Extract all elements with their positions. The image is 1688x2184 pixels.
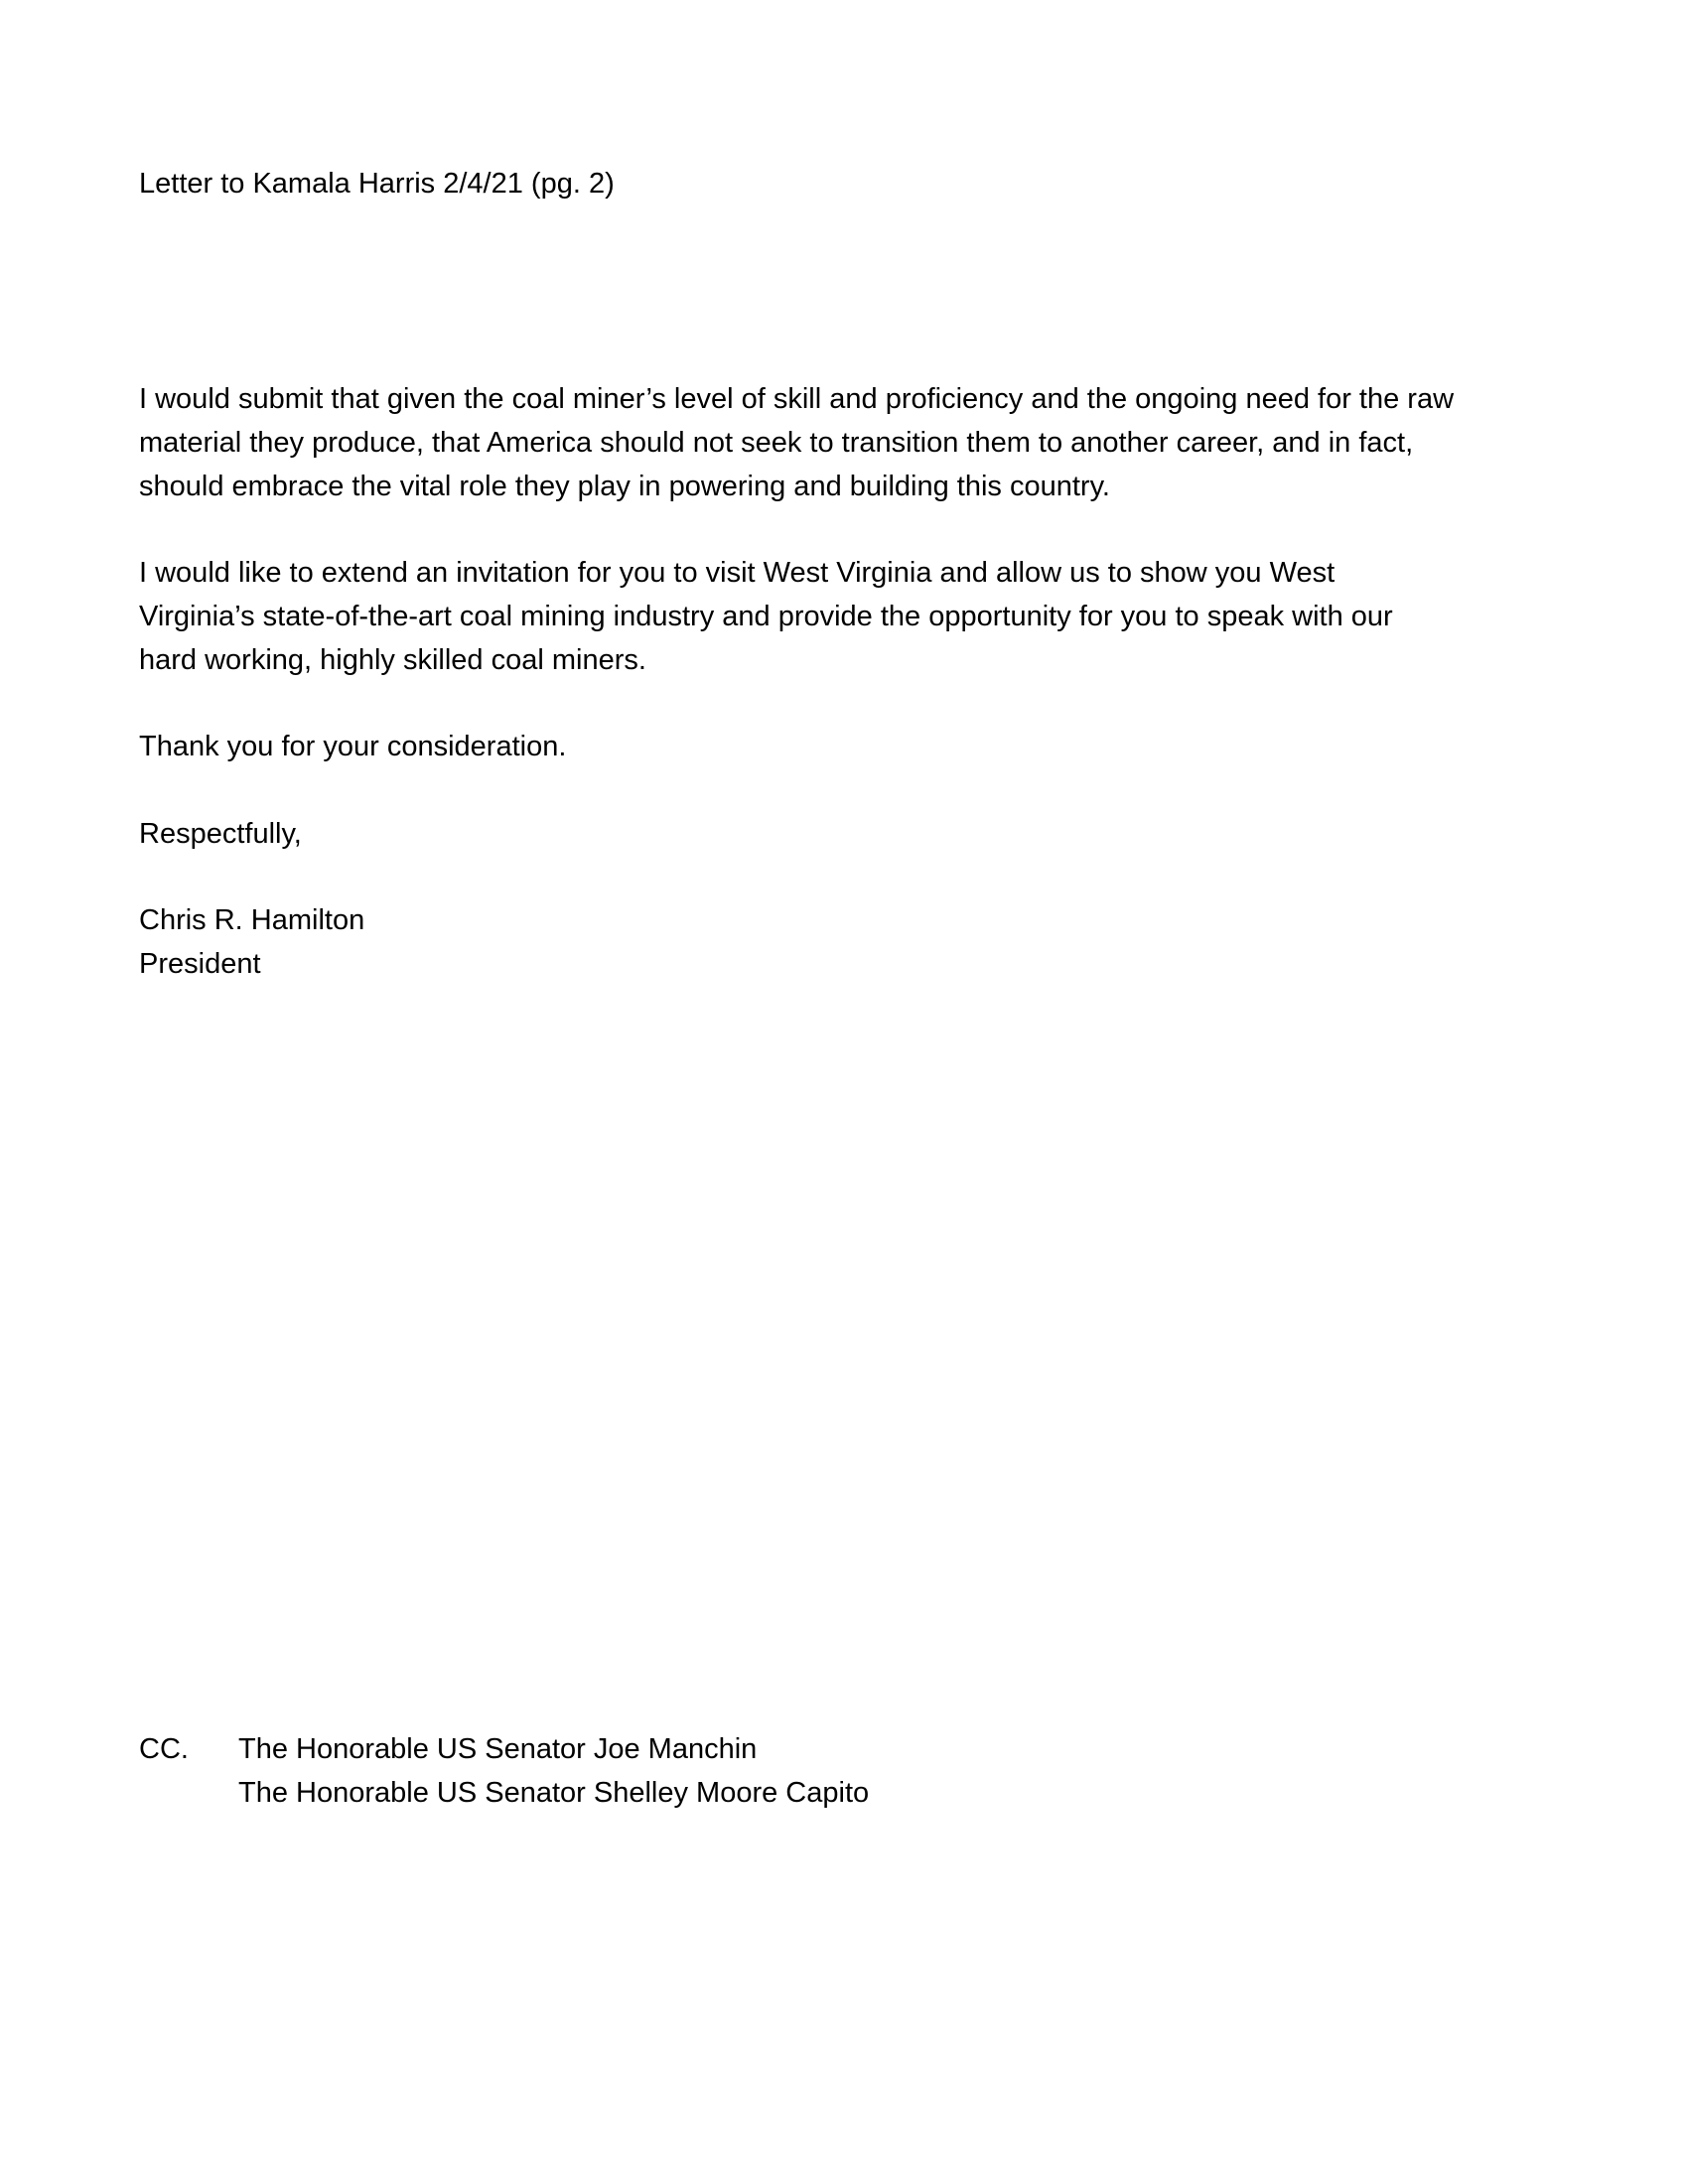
cc-label: CC. (139, 1733, 189, 1765)
thank-you-line: Thank you for your consideration. (139, 731, 567, 762)
signer-name: Chris R. Hamilton (139, 904, 365, 936)
page-header: Letter to Kamala Harris 2/4/21 (pg. 2) (139, 168, 615, 200)
signer-title: President (139, 948, 261, 980)
paragraph-line: Virginia’s state-of-the-art coal mining industry and provide the opportunity for you to speak with our (139, 601, 1393, 632)
paragraph-line: hard working, highly skilled coal miners. (139, 644, 646, 676)
paragraph-line: material they produce, that America should not seek to transition them to another career, and in fact, (139, 427, 1414, 459)
paragraph-line: should embrace the vital role they play in powering and building this country. (139, 471, 1110, 502)
body-paragraph-1 (139, 377, 1454, 508)
body-paragraph-2 (139, 551, 1393, 682)
paragraph-line: I would like to extend an invitation for you to visit West Virginia and allow us to show you West (139, 557, 1336, 589)
closing-salutation: Respectfully, (139, 818, 302, 850)
cc-recipient: The Honorable US Senator Joe Manchin (238, 1733, 758, 1765)
cc-recipient: The Honorable US Senator Shelley Moore Capito (238, 1777, 870, 1809)
paragraph-line: I would submit that given the coal miner’s level of skill and proficiency and the ongoing need for the raw (139, 383, 1455, 415)
